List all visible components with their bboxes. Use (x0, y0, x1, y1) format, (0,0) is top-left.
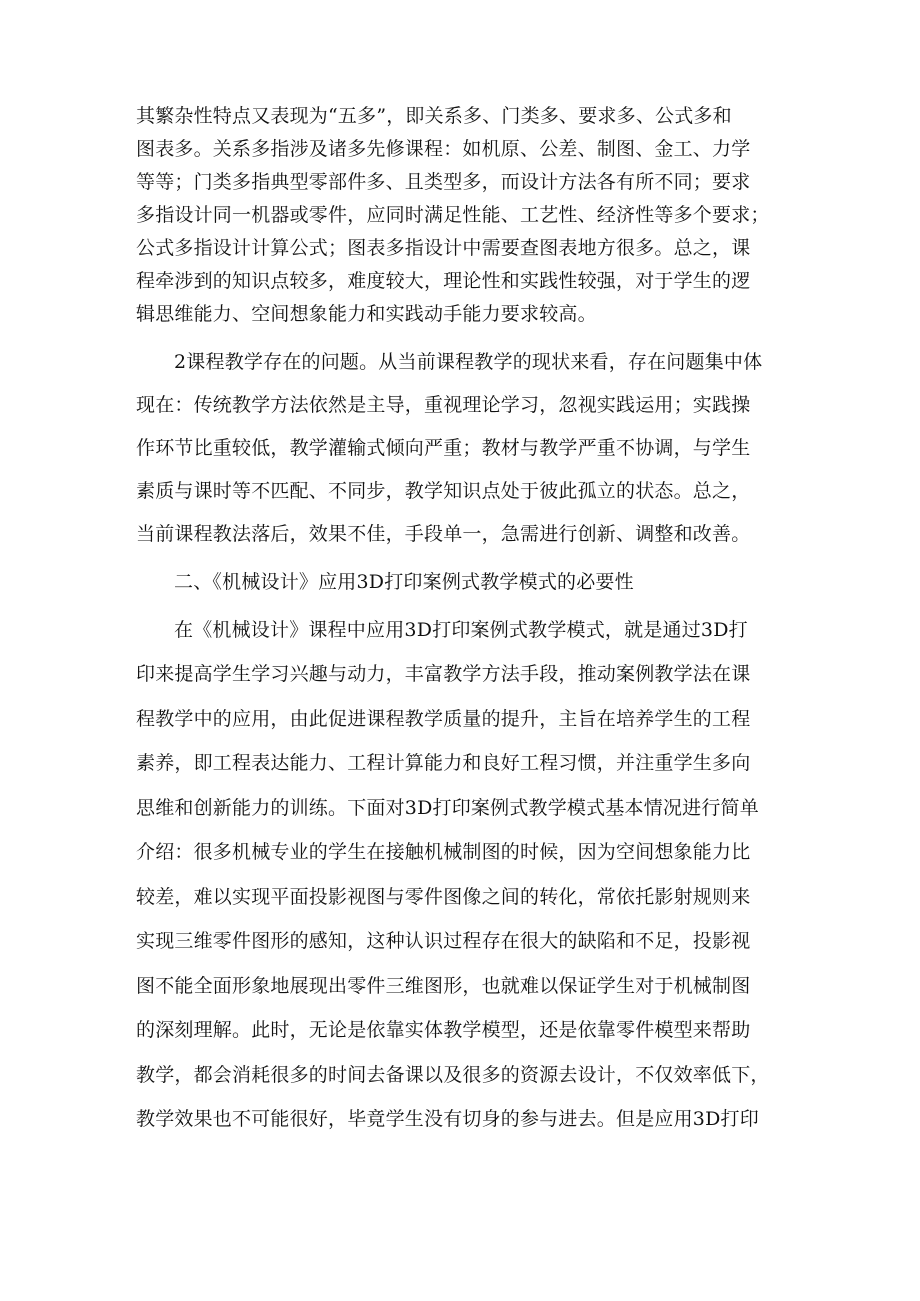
section-heading: 二、《机械设计》应用3D打印案例式教学模式的必要性 (174, 571, 634, 593)
paragraph-1-line-2: 图表多。关系多指涉及诸多先修课程：如机原、公差、制图、金工、力学 (136, 138, 751, 160)
paragraph-2-line-1: 2课程教学存在的问题。从当前课程教学的现状来看，存在问题集中体 (174, 351, 763, 373)
paragraph-3-line-7: 较差，难以实现平面投影视图与零件图像之间的转化，常依托影射规则来 (136, 886, 751, 908)
paragraph-2-line-3: 作环节比重较低，教学灌输式倾向严重；教材与教学严重不协调，与学生 (136, 437, 751, 459)
paragraph-3-line-6: 介绍：很多机械专业的学生在接触机械制图的时候，因为空间想象能力比 (136, 841, 751, 863)
paragraph-3-line-5: 思维和创新能力的训练。下面对3D打印案例式教学模式基本情况进行简单 (136, 797, 759, 819)
paragraph-2-line-4: 素质与课时等不匹配、不同步，教学知识点处于彼此孤立的状态。总之， (136, 480, 751, 502)
paragraph-3-line-10: 的深刻理解。此时，无论是依靠实体教学模型，还是依靠零件模型来帮助 (136, 1019, 751, 1041)
paragraph-3-line-3: 程教学中的应用，由此促进课程教学质量的提升，主旨在培养学生的工程 (136, 708, 751, 730)
paragraph-3-line-2: 印来提高学生学习兴趣与动力，丰富教学方法手段，推动案例教学法在课 (136, 663, 751, 685)
paragraph-3-line-9: 图不能全面形象地展现出零件三维图形，也就难以保证学生对于机械制图 (136, 975, 751, 997)
paragraph-1-line-3: 等等；门类多指典型零部件多、且类型多，而设计方法各有所不同；要求 (136, 171, 751, 193)
paragraph-3-line-4: 素养，即工程表达能力、工程计算能力和良好工程习惯，并注重学生多向 (136, 752, 751, 774)
paragraph-1-line-1: 其繁杂性特点又表现为“五多”，即关系多、门类多、要求多、公式多和 (136, 105, 732, 127)
paragraph-1-line-7: 辑思维能力、空间想象能力和实践动手能力要求较高。 (136, 303, 597, 325)
paragraph-3-line-11: 教学，都会消耗很多的时间去备课以及很多的资源去设计，不仅效率低下， (136, 1064, 770, 1086)
paragraph-2-line-2: 现在：传统教学方法依然是主导，重视理论学习，忽视实践运用；实践操 (136, 394, 751, 416)
paragraph-1-line-4: 多指设计同一机器或零件，应同时满足性能、工艺性、经济性等多个要求； (136, 204, 770, 226)
paragraph-3-line-8: 实现三维零件图形的感知，这种认识过程存在很大的缺陷和不足，投影视 (136, 930, 751, 952)
paragraph-3-line-12: 教学效果也不可能很好，毕竟学生没有切身的参与进去。但是应用3D打印 (136, 1108, 759, 1130)
paragraph-1-line-5: 公式多指设计计算公式；图表多指设计中需要查图表地方很多。总之，课 (136, 237, 751, 259)
paragraph-3-line-1: 在《机械设计》课程中应用3D打印案例式教学模式，就是通过3D打 (174, 619, 748, 641)
paragraph-1-line-6: 程牵涉到的知识点较多，难度较大，理论性和实践性较强，对于学生的逻 (136, 270, 751, 292)
paragraph-2-line-5: 当前课程教法落后，效果不佳，手段单一，急需进行创新、调整和改善。 (136, 523, 751, 545)
